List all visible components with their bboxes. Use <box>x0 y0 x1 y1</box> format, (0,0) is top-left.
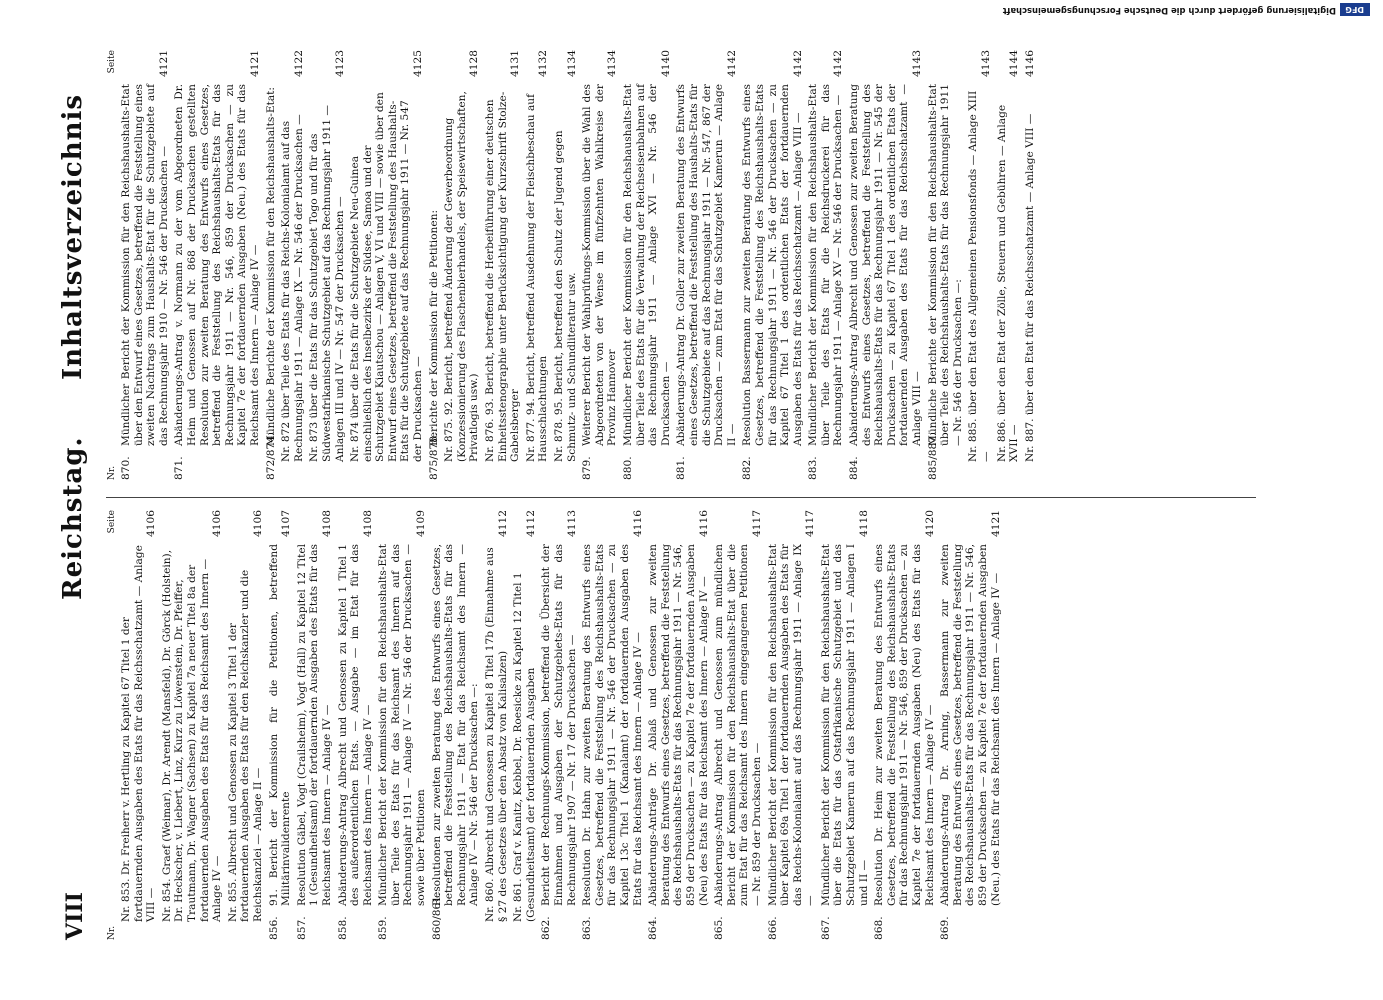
toc-entry <box>484 50 522 480</box>
entry-number: 880. <box>621 456 634 480</box>
entry-text: Nr. 873 über die Etats für das Schutzgebiet Togo und für das Südwestafrikanische Schutzgebiet auf das Rechnungsjahr 1911 — Anlagen III und IV — Nr. 547 der Drucksachen — <box>308 105 346 462</box>
entry-text: Resolution Bassermann zur zweiten Beratung des Entwurfs eines Gesetzes, betreffend die Feststellung des Reichshaushalts-Etats für das Rechnungsjahr 1911 — Nr. 546 der Drucksachen — zu Kapitel 67 Titel 1 des ordentlichen Etats der fortdauernden Ausgaben des Etats für das Reichsschatzamt — Anlage VIII — <box>741 84 804 446</box>
left-column <box>106 510 1256 940</box>
entry-text: Resolution Dr. Heim zur zweiten Beratung des Entwurfs eines Gesetzes, betreffend die Feststellung des Reichshaushalts-Etats für das Rechnungsjahr 1911 — Nr. 546, 859 der Drucksachen — zu Kapitel 7e der fortdauernden Ausgaben (Neu) des Etats für das Reichsamt des Innern — Anlage IV — <box>873 544 936 906</box>
toc-entry <box>581 510 644 940</box>
toc-entry <box>120 50 170 480</box>
toc-entry <box>377 510 427 940</box>
entry-text: Abänderungs-Antrag Dr. Arning, Bassermann zur zweiten Beratung des Entwurfs eines Gesetzes, betreffend die Feststellung des Reichshaushalts-Etats für das Rechnungsjahr 1911 — Nr. 546, 859 der Drucksachen — zu Kapitel 7e der fortdauernden Ausgaben (Neu.) des Etats für das Reichsamt des Innern — Anlage IV — <box>939 544 1002 906</box>
toc-list <box>120 50 1036 480</box>
entry-number: 858. <box>336 916 349 940</box>
toc-entry <box>525 50 550 480</box>
entry-page: 4142 <box>832 50 845 77</box>
entry-page: 4113 <box>565 510 578 537</box>
entry-number: 871. <box>173 456 186 480</box>
entry-number: 863. <box>581 916 594 940</box>
toc-entry <box>280 50 305 480</box>
toc-entry <box>939 510 1002 940</box>
entry-page: 4106 <box>145 510 158 537</box>
entry-text: Nr. 855. Albrecht und Genossen zu Kapitel 3 Titel 1 der fortdauernden Ausgaben des Etats für den Reichskanzler und die Reichskanzlei — Anlage II — <box>226 569 264 922</box>
entry-page: 4118 <box>857 510 870 537</box>
toc-entry <box>553 50 578 480</box>
toc-entry <box>431 510 481 940</box>
seite-label: Seite <box>107 50 117 74</box>
entry-number: 872/874. <box>264 432 277 480</box>
entry-text: Nr. 878. 95. Bericht, betreffend den Schutz der Jugend gegen Schmutz- und Schundliteratur usw. <box>553 130 578 462</box>
entry-number: 859. <box>377 916 390 940</box>
entry-page: 4122 <box>292 50 305 77</box>
entry-page: 4107 <box>280 510 293 537</box>
entry-number: 875/878. <box>427 432 440 480</box>
entry-number: 869. <box>939 916 952 940</box>
entry-text: Mündliche Berichte der Kommission für den Reichshaushalts-Etat: <box>264 87 277 446</box>
entry-number: 860/861. <box>430 892 443 940</box>
entry-text: Nr. 887. über den Etat für das Reichsschatzamt — Anlage VIII — <box>1023 113 1036 462</box>
toc-entry <box>741 50 804 480</box>
toc-entry <box>265 50 278 480</box>
entry-text: Weiterer Bericht der Wahlprüfungs-Kommission über die Wahl des Abgeordneten von der Wense im fünfzehnten Wahlkreise der Provinz Hannover <box>581 84 619 446</box>
entry-text: Mündliche Berichte der Kommission für den Reichshaushalts-Etat über Teile des Reichshaushalts-Etats für das Rechnungsjahr 1911 — Nr. 546 der Drucksachen —: <box>926 84 964 446</box>
toc-entry <box>161 510 224 940</box>
toc-entry <box>227 510 265 940</box>
entry-page: 4121 <box>989 510 1002 537</box>
toc-entry <box>173 50 261 480</box>
entry-number: 885/887. <box>926 432 939 480</box>
entry-number: 868. <box>873 916 886 940</box>
toc-entry <box>873 510 936 940</box>
entry-text: Bericht der Rechnungs-Kommission, betreffend die Übersicht der Einnahmen und Ausgaben der Schutzgebiets-Etats für das Rechnungsjahr 1907 — Nr. 17 der Drucksachen — <box>540 544 578 906</box>
page-title: Reichstag. <box>58 436 88 600</box>
entry-text: Nr. 861. Graf v. Kanitz, Kebbel, Dr. Roesicke zu Kapitel 12 Titel 1 (Gesundheitsamt) der fortdauernden Ausgaben <box>512 572 537 922</box>
entry-page: 4117 <box>804 510 817 537</box>
entry-text: Nr. 874 über die Etats für die Schutzgebiete Neu-Guinea einschließlich des Inselbezirks der Südsee, Samoa und der Schutzgebiet Kiautschou — Anlagen V, VI und VIII — sowie über den Entwurf eines Gesetzes, betreffend die Feststellung des Haushalts-Etats für die Schutzgebiete auf das Rechnungsjahr 1911 — Nr. 547 der Drucksachen — <box>349 92 425 462</box>
entry-number: 870. <box>120 456 132 480</box>
entry-text: Mündlicher Bericht der Kommission für den Reichshaushalts-Etat über Kapitel 69a Titel 1 der fortdauernden Ausgaben des Etats für das Reichs-Kolonialamt auf das Rechnungsjahr 1911 — Anlage IX — <box>766 544 817 906</box>
toc-entry <box>484 510 509 940</box>
entry-page: 4106 <box>211 510 224 537</box>
entry-text: Nr. 872 über Teile des Etats für das Reichs-Kolonialamt auf das Rechnungsjahr 1911 — Anlage IX — Nr. 546 der Drucksachen — <box>280 114 305 462</box>
toc-entry <box>647 510 710 940</box>
toc-entry <box>512 510 537 940</box>
entry-text: Nr. 885. über den Etat des Allgemeinen Pensionsfonds — Anlage XIII — <box>967 90 992 462</box>
entry-text: Berichte der Kommission für die Petitionen: <box>427 209 440 446</box>
entry-page: 4142 <box>791 50 804 77</box>
right-column <box>106 50 1256 480</box>
toc-entry <box>268 510 293 940</box>
entry-text: Mündlicher Bericht der Kommission für den Reichshaushalts-Etat über Teile des Etats für das Reichsamt des Innern auf das Rechnungsjahr 1911 — Anlage IV — Nr. 546 der Drucksachen — sowie über Petitionen <box>377 544 428 906</box>
entry-text: Abänderungs-Antrag Albrecht und Genossen zum mündlichen Bericht der Kommission für den Reichshaushalts-Etat über die zum Etat für das Reichsamt des Innern eingegangenen Petitionen — Nr. 859 der Drucksachen — <box>713 544 763 906</box>
entry-number: 857. <box>295 916 308 940</box>
toc-entry <box>807 50 845 480</box>
credit-text: Digitalisierung gefördert durch die Deutsche Forschungsgemeinschaft <box>1002 6 1336 16</box>
toc-entry <box>443 50 481 480</box>
page-subtitle: Inhaltsverzeichnis <box>58 93 88 380</box>
page-number: VIII <box>62 892 88 940</box>
entry-page: 4128 <box>468 50 481 77</box>
entry-page: 4125 <box>412 50 425 77</box>
toc-entry <box>675 50 738 480</box>
entry-page: 4143 <box>980 50 992 77</box>
entry-number: 865. <box>713 916 726 940</box>
toc-list <box>120 510 1002 940</box>
entry-text: Abänderungs-Anträge Dr. Ablaß und Genossen zur zweiten Beratung des Entwurfs eines Gesetzes, betreffend die Feststellung des Reichshaushalts-Etats für das Rechnungsjahr 1911 — Nr. 546, 859 der Drucksachen — zu Kapitel 7e der fortdauernden Ausgaben (Neu) des Etats für das Reichsamt des Innern — Anlage IV — <box>647 544 710 906</box>
entry-number: 856. <box>267 916 280 940</box>
entry-page: 4146 <box>1023 50 1036 77</box>
entry-text: Nr. 860. Albrecht und Genossen zu Kapitel 8 Titel 17b (Einnahme aus § 27 des Gesetzes über den Absatz von Kalisalzen) <box>484 547 509 922</box>
toc-entry <box>848 50 924 480</box>
toc-entry <box>337 510 375 940</box>
entry-page: 4132 <box>537 50 550 77</box>
entry-text: Mündlicher Bericht der Kommission für den Reichshaushalts-Etat über Teile des Etats für die Verwaltung der Reichseisenbahnen auf das Rechnungsjahr 1911 — Anlage XVI — Nr. 546 der Drucksachen — <box>621 84 672 446</box>
entry-number: 879. <box>581 456 594 480</box>
entry-text: Nr. 875. 92. Bericht, betreffend Änderung der Gewerbeordnung (Konzessionierung des Flaschenbierhandels, der Speisewirtschaften, Privatlogis usw.) <box>443 91 481 462</box>
entry-number: 884. <box>848 456 861 480</box>
entry-page: 4116 <box>631 510 644 537</box>
entry-number: 882. <box>741 456 754 480</box>
entry-text: Nr. 854. Graef (Weimar), Dr. Arendt (Mansfeld), Dr. Görck (Holstein), Dr. Heckscher, v. Liebert, Linz, Kurz zu Löwenstein, Dr. Pfeiffer, Trautmann, Dr. Wagner (Sachsen) zu Kapitel 7a neuer Titel 8a der fortdauernden Ausgaben des Etats für das Reichsamt des Innern — Anlage IV — <box>160 549 224 922</box>
entry-number: 883. <box>807 456 820 480</box>
digitization-credit <box>700 3 1370 16</box>
entry-page: 4131 <box>509 50 522 77</box>
toc-entry <box>713 510 763 940</box>
entry-page: 4144 <box>1008 50 1021 77</box>
entry-page: 4109 <box>415 510 428 537</box>
entry-text: Resolution Gäbel, Vogt (Crailsheim), Vogt (Hall) zu Kapitel 12 Titel 1 (Gesundheitsamt) der fortdauernden Ausgaben des Etats für das Reichsamt des Innern — Anlage IV — <box>295 544 333 906</box>
entry-page: 4134 <box>606 50 619 77</box>
entry-text: Resolutionen zur zweiten Beratung des Entwurfs eines Gesetzes, betreffend die Feststellung des Reichshaushalts-Etats für das Rechnungsjahr 1911 — Etat für das Reichsamt des Innern — Anlage IV — Nr. 546 der Drucksachen —: <box>430 544 481 906</box>
entry-page: 4134 <box>565 50 578 77</box>
entry-text: Abänderungs-Antrag Albrecht und Genossen zur zweiten Beratung des Entwurfs eines Gesetzes, betreffend die Feststellung des Reichshaushalts-Etats für das Rechnungsjahr 1911 — Nr. 545 der Drucksachen — zu Kapitel 67 Titel 1 des ordentlichen Etats der fortdauernden Ausgaben des Etats für das Reichsschatzamt — Anlage VIII — <box>848 84 924 446</box>
toc-entry <box>349 50 425 480</box>
entry-text: Nr. 877. 94. Bericht, betreffend Ausdehnung der Fleischbeschau auf Hausschlachtungen <box>524 93 550 462</box>
toc-entry <box>927 50 965 480</box>
entry-text: 91. Bericht der Kommission für die Petitionen, betreffend Militärinvalidenrente <box>267 544 293 906</box>
nr-label: Nr. <box>107 925 117 940</box>
entry-text: Nr. 876. 93. Bericht, betreffend die Herbeiführung einer deutschen Einheitsstenographie unter Berücksichtigung der Kurzschrift Stolze-Gabelsberger <box>484 91 522 462</box>
toc-entry <box>120 510 158 940</box>
toc-entry <box>581 50 619 480</box>
entry-text: Abänderungs-Antrag v. Normann zu der vom Abgeordneten Dr. Heim und Genossen auf Nr. 868 der Drucksachen gestellten Resolution zur zweiten Beratung des Entwurfs eines Gesetzes, betreffend die Feststellung des Reichshaushalts-Etats für das Rechnungsjahr 1911 — Nr. 546, 859 der Drucksachen — zu Kapitel 7e der fortdauernden Ausgaben (Neu.) des Etats für das Reichsamt des Innern — Anlage IV — <box>173 84 261 446</box>
entry-text: Mündlicher Bericht der Kommission für den Reichshaushalts-Etat über die Etats für das Ostafrikanische Schutzgebiet und das Schutzgebiet Kamerun auf das Rechnungsjahr 1911 — Anlagen I und II — <box>819 544 870 906</box>
entry-number: 881. <box>675 456 688 480</box>
entry-text: Resolution Dr. Hahn zur zweiten Beratung des Entwurfs eines Gesetzes, betreffend die Feststellung des Reichshaushalts-Etats für das Rechnungsjahr 1911 — Nr. 546 der Drucksachen — zu Kapitel 13c Titel 1 (Kanalamt) der fortdauernden Ausgaben des Etats für das Reichsamt des Innern — Anlage IV — <box>581 544 644 906</box>
toc-entry <box>996 50 1021 480</box>
entry-page: 4112 <box>496 510 509 537</box>
entry-page: 4106 <box>251 510 264 537</box>
column-head <box>106 50 120 480</box>
entry-text: Mündlicher Bericht der Kommission für den Reichshaushalts-Etat über den Entwurf eines Gesetzes, betreffend die Feststellung eines zweiten Nachtrags zum Haushalts-Etat für die Schutzgebiete auf das Rechnungsjahr 1910 — Nr. 546 der Drucksachen — <box>120 84 170 446</box>
entry-number: 862. <box>540 916 553 940</box>
entry-page: 4108 <box>320 510 333 537</box>
seite-label: Seite <box>107 510 117 534</box>
entry-number: 867. <box>819 916 832 940</box>
entry-page: 4121 <box>248 50 261 77</box>
toc-entry <box>308 50 346 480</box>
entry-text: Abänderungs-Antrag Dr. Goller zur zweiten Beratung des Entwurfs eines Gesetzes, betreffend die Feststellung des Haushalts-Etats für die Schutzgebiete auf das Rechnungsjahr 1911 — Nr. 547, 867 der Drucksachen — zum Etat für das Schutzgebiet Kamerun — Anlage II — <box>675 84 738 446</box>
entry-text: Nr. 886. über den Etat der Zölle, Steuern und Gebühren — Anlage XVII — <box>995 104 1021 462</box>
entry-page: 4142 <box>725 50 738 77</box>
toc-entry <box>1024 50 1037 480</box>
entry-text: Nr. 853. Dr. Freiherr v. Hertling zu Kapitel 67 Titel 1 der fortdauernden Ausgaben des Etats für das Reichsschatzamt — Anlage VIII — <box>120 545 158 922</box>
entry-page: 4116 <box>697 510 710 537</box>
toc-entry <box>767 510 817 940</box>
entry-page: 4140 <box>659 50 672 77</box>
entry-page: 4121 <box>157 50 170 77</box>
entry-text: Mündlicher Bericht der Kommission für den Reichshaushalts-Etat über Teile des Etats für die Reichsdruckerei für das Rechnungsjahr 1911 — Anlage XV — Nr. 546 der Drucksachen — <box>807 84 845 446</box>
column-divider <box>106 497 1256 498</box>
toc-entry <box>540 510 578 940</box>
column-head <box>106 510 120 940</box>
entry-text: Abänderungs-Antrag Albrecht und Genossen zu Kapitel 1 Titel 1 des außerordentlichen Etats. — Ausgabe — im Etat für das Reichsamt des Innern — Anlage IV — <box>336 544 374 906</box>
entry-page: 4117 <box>750 510 763 537</box>
toc-entry <box>622 50 672 480</box>
toc-entry <box>967 50 992 480</box>
entry-page: 4143 <box>911 50 924 77</box>
toc-entry <box>428 50 441 480</box>
entry-page: 4123 <box>333 50 346 77</box>
page-header <box>58 60 98 940</box>
entry-page: 4112 <box>524 510 537 537</box>
toc-entry <box>820 510 870 940</box>
nr-label: Nr. <box>107 465 117 480</box>
entry-number: 864. <box>647 916 660 940</box>
entry-page: 4108 <box>361 510 374 537</box>
entry-page: 4120 <box>923 510 936 537</box>
toc-entry <box>296 510 334 940</box>
entry-number: 866. <box>766 916 779 940</box>
dfg-logo: DFG <box>1340 3 1370 16</box>
